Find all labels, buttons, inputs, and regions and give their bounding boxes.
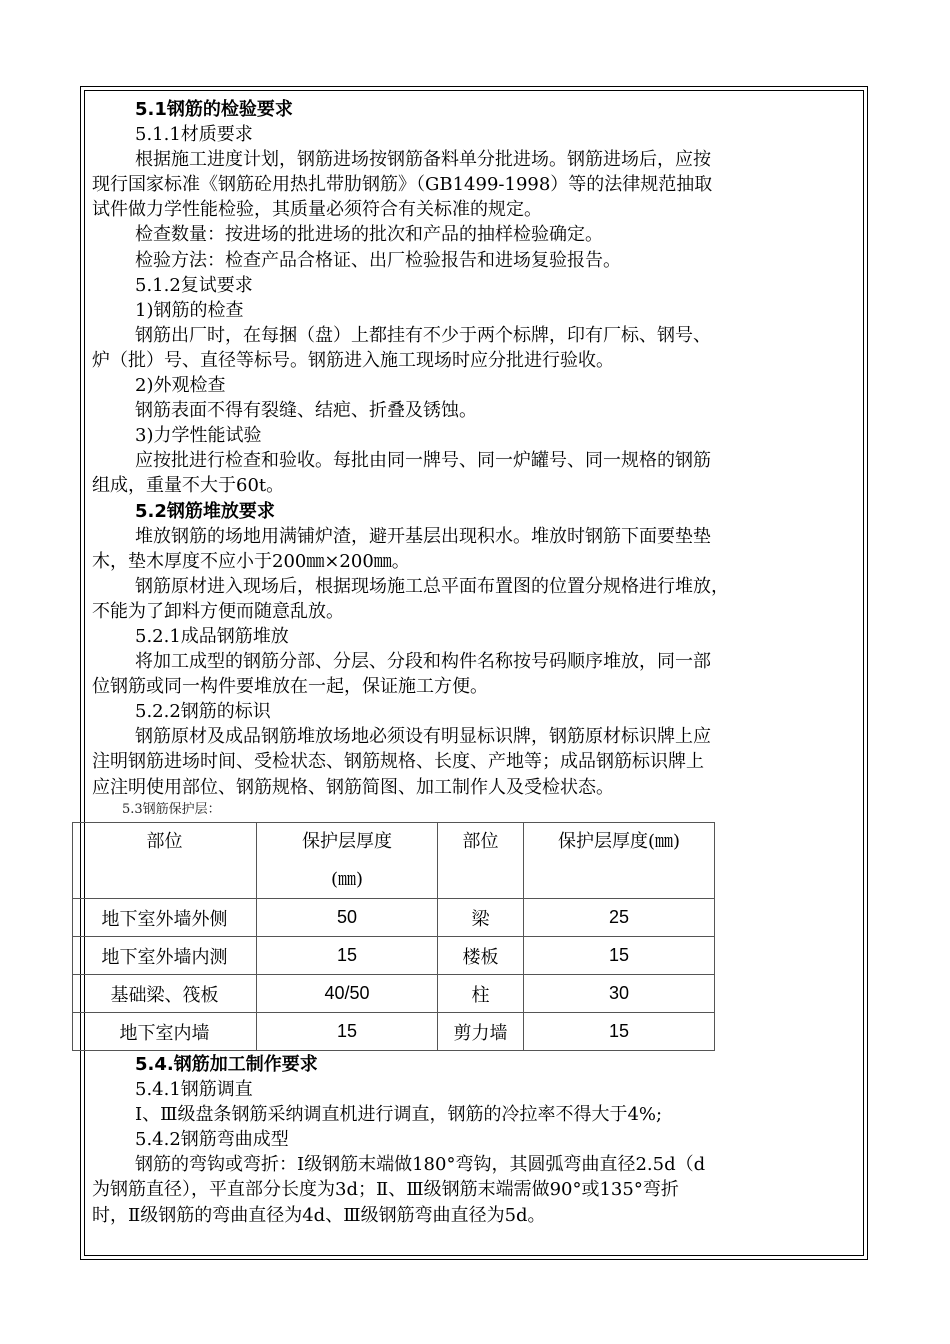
paragraph-line: 应注明使用部位、钢筋规格、钢筋简图、加工制作人及受检状态。 (92, 776, 614, 798)
document-body-lower (92, 1052, 860, 1228)
section-5-1-1-title: 5.1.1材质要求 (135, 124, 253, 146)
paragraph-line: 检查数量：按进场的批进场的批次和产品的抽样检验确定。 (135, 224, 603, 246)
section-5-4-1-title: 5.4.1钢筋调直 (135, 1079, 253, 1101)
paragraph-line: 将加工成型的钢筋分部、分层、分段和构件名称按号码顺序堆放，同一部 (135, 651, 711, 673)
table-header-unit: (㎜) (330, 869, 364, 890)
paragraph-line: 时，Ⅱ级钢筋的弯曲直径为4d、Ⅲ级钢筋弯曲直径为5d。 (92, 1204, 546, 1226)
list-item-title: 1)钢筋的检查 (135, 299, 244, 321)
section-5-4-heading: 5.4.钢筋加工制作要求 (135, 1054, 318, 1075)
table-header-text: 保护层厚度 (302, 831, 392, 852)
paragraph-line: 试件做力学性能检验，其质量必须符合有关标准的规定。 (92, 199, 542, 221)
table-cell: 地下室外墙内测 (73, 937, 257, 975)
table-row (73, 1013, 715, 1051)
section-5-1-heading: 5.1钢筋的检验要求 (135, 99, 293, 120)
table-cell: 15 (257, 1013, 438, 1051)
table-cell: 楼板 (438, 937, 524, 975)
table-row (73, 975, 715, 1013)
table-cell: 剪力墙 (438, 1013, 524, 1051)
paragraph-line: 位钢筋或同一构件要堆放在一起，保证施工方便。 (92, 676, 488, 698)
paragraph-line: 检验方法：检查产品合格证、出厂检验报告和进场复验报告。 (135, 249, 621, 271)
table-cell: 地下室内墙 (73, 1013, 257, 1051)
paragraph-line: 堆放钢筋的场地用满铺炉渣，避开基层出现积水。堆放时钢筋下面要垫垫 (135, 525, 711, 547)
paragraph-line: 注明钢筋进场时间、受检状态、钢筋规格、长度、产地等；成品钢筋标识牌上 (92, 751, 704, 773)
paragraph-line: 现行国家标准《钢筋砼用热扎带肋钢筋》（GB1499-1998）等的法律规范抽取 (92, 174, 713, 196)
table-row (73, 899, 715, 937)
table-header-cell: 部位 (438, 823, 524, 899)
paragraph-line: 钢筋出厂时，在每捆（盘）上都挂有不少于两个标牌，印有厂标、钢号、 (135, 324, 711, 346)
table-cell: 柱 (438, 975, 524, 1013)
table-cell: 15 (257, 937, 438, 975)
section-5-3-caption: 5.3钢筋保护层： (122, 801, 221, 817)
section-5-4-2-title: 5.4.2钢筋弯曲成型 (135, 1129, 289, 1151)
paragraph-line: 为钢筋直径），平直部分长度为3d；Ⅱ、Ⅲ级钢筋末端需做90°或135°弯折 (92, 1179, 679, 1201)
section-5-2-2-title: 5.2.2钢筋的标识 (135, 701, 271, 723)
paragraph-line: 钢筋表面不得有裂缝、结疤、折叠及锈蚀。 (135, 400, 477, 422)
paragraph-line: 应按批进行检查和验收。每批由同一牌号、同一炉罐号、同一规格的钢筋 (135, 450, 711, 472)
paragraph-line: 钢筋原材进入现场后，根据现场施工总平面布置图的位置分规格进行堆放， (135, 575, 729, 597)
paragraph-line: 组成，重量不大于60t。 (92, 475, 285, 497)
paragraph-line: 根据施工进度计划，钢筋进场按钢筋备料单分批进场。钢筋进场后，应按 (135, 149, 711, 171)
table-row (73, 937, 715, 975)
paragraph-line: 钢筋的弯钩或弯折：Ⅰ级钢筋末端做180°弯钩，其圆弧弯曲直径2.5d（d (135, 1154, 706, 1176)
paragraph-line: 炉（批）号、直径等标号。钢筋进入施工现场时应分批进行验收。 (92, 349, 614, 371)
section-5-2-1-title: 5.2.1成品钢筋堆放 (135, 625, 289, 647)
table-cell: 30 (524, 975, 715, 1013)
paragraph-line: Ⅰ、Ⅲ级盘条钢筋采纳调直机进行调直，钢筋的冷拉率不得大于4%; (135, 1104, 663, 1126)
cover-thickness-table (72, 822, 715, 1051)
section-5-1-2-title: 5.1.2复试要求 (135, 274, 253, 296)
table-header-cell: 部位 (73, 823, 257, 899)
paragraph-line: 钢筋原材及成品钢筋堆放场地必须设有明显标识牌，钢筋原材标识牌上应 (135, 726, 711, 748)
table-header-cell (257, 823, 438, 899)
list-item-title: 3)力学性能试验 (135, 425, 262, 447)
table-header-row (73, 823, 715, 899)
list-item-title: 2)外观检查 (135, 375, 226, 397)
table-cell: 50 (257, 899, 438, 937)
paragraph-line: 不能为了卸料方便而随意乱放。 (92, 600, 344, 622)
section-5-2-heading: 5.2钢筋堆放要求 (135, 500, 275, 522)
table-cell: 基础梁、筏板 (73, 975, 257, 1013)
table-cell: 40/50 (257, 975, 438, 1013)
table-cell: 15 (524, 1013, 715, 1051)
table-cell: 15 (524, 937, 715, 975)
paragraph-line: 木，垫木厚度不应小于200㎜×200㎜。 (92, 550, 410, 572)
table-cell: 25 (524, 899, 715, 937)
table-cell: 梁 (438, 899, 524, 937)
table-cell: 地下室外墙外侧 (73, 899, 257, 937)
document-body (92, 97, 860, 820)
table-header-cell: 保护层厚度(㎜) (524, 823, 715, 899)
